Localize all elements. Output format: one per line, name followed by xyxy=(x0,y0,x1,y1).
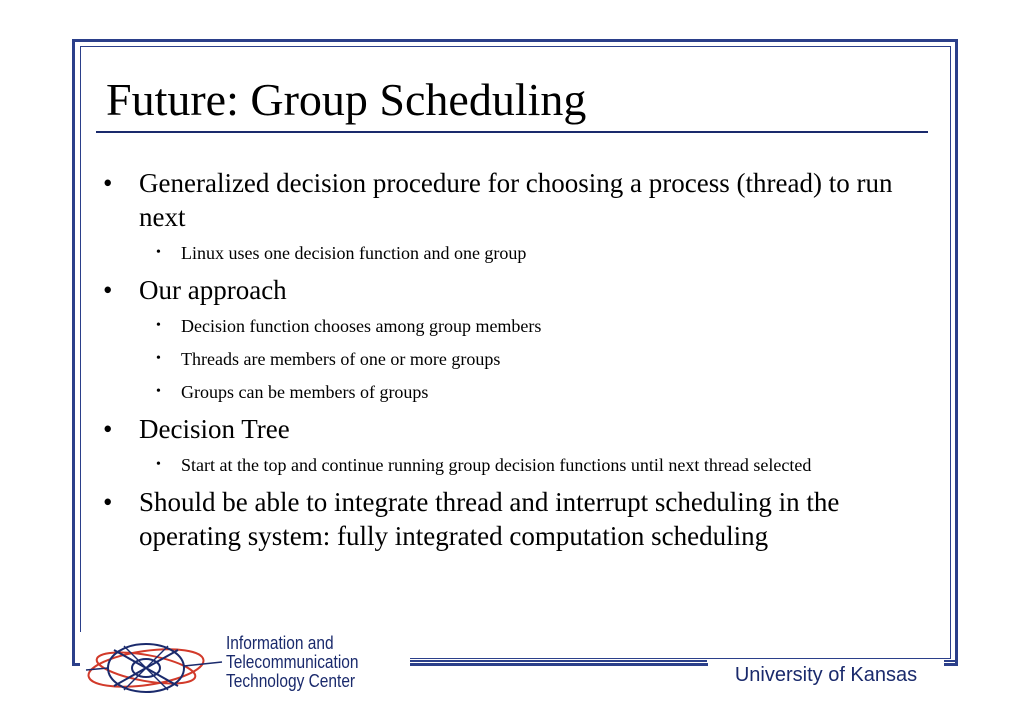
bullet-item xyxy=(100,485,930,553)
logo-line: Telecommunication xyxy=(226,652,359,672)
bullet-text: Generalized decision procedure for choosing a process (thread) to run next xyxy=(139,168,893,232)
slide-title: Future: Group Scheduling xyxy=(106,74,587,125)
sub-bullet-list xyxy=(139,313,930,405)
university-label: University of Kansas xyxy=(708,660,944,690)
bullet-list xyxy=(100,166,930,553)
logo-line: Technology Center xyxy=(226,671,356,691)
sub-bullet-item: • Decision function chooses among group members xyxy=(139,313,930,339)
bullet-text: Decision Tree xyxy=(139,414,290,444)
sub-bullet-item: • Threads are members of one or more groups xyxy=(139,346,930,372)
footer-rule-right xyxy=(944,660,958,666)
bullet-text: Should be able to integrate thread and interrupt scheduling in the operating system: fully integrated computation scheduling xyxy=(139,487,840,551)
bullet-item xyxy=(100,412,930,478)
sub-bullet-item: • Start at the top and continue running group decision functions until next thread selected xyxy=(139,452,930,478)
bullet-item xyxy=(100,166,930,266)
footer-rule xyxy=(400,660,707,666)
sub-bullet-item: • Linux uses one decision function and one group xyxy=(139,240,930,266)
ittc-logo-icon xyxy=(84,636,224,700)
bullet-item xyxy=(100,273,930,405)
logo-text xyxy=(226,634,359,691)
logo-line: Information and xyxy=(226,633,334,653)
bullet-text: Our approach xyxy=(139,275,287,305)
sub-bullet-list xyxy=(139,240,930,266)
title-underline xyxy=(96,131,928,133)
ittc-logo xyxy=(80,632,410,704)
sub-bullet-item: • Groups can be members of groups xyxy=(139,379,930,405)
sub-bullet-list xyxy=(139,452,930,478)
